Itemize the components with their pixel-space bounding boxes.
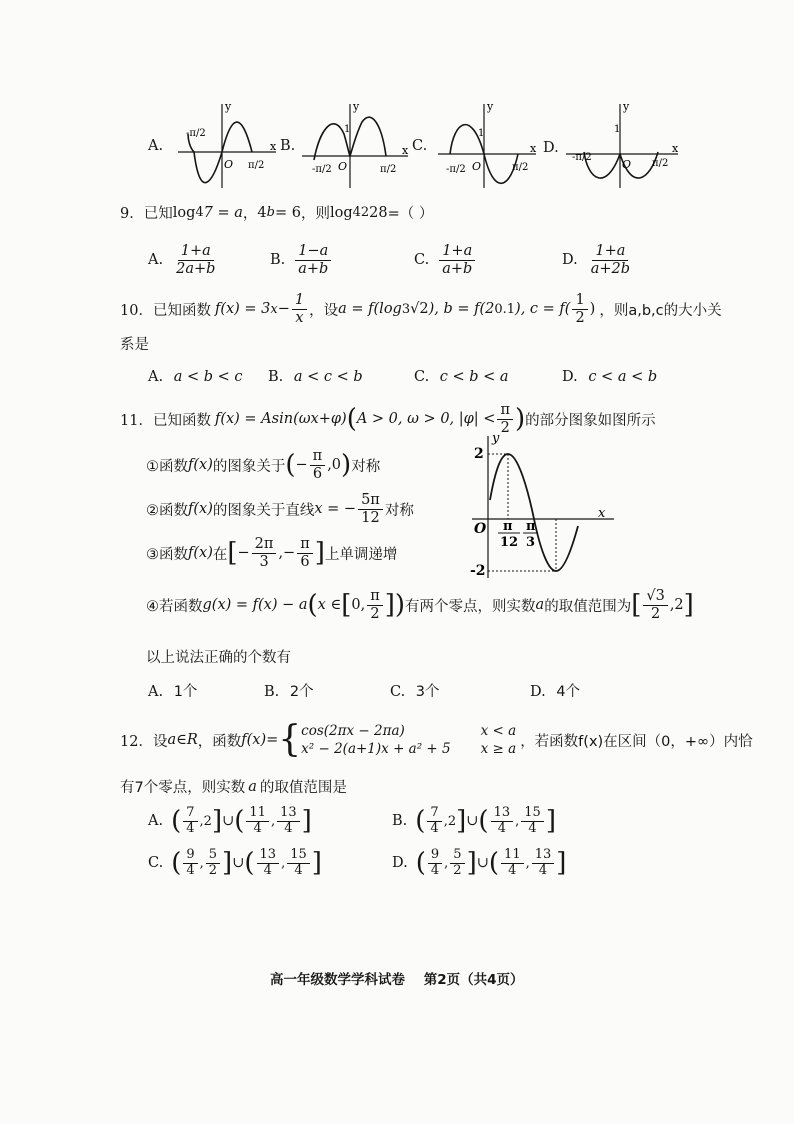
question-number: 10． [120,302,153,319]
numerator: π [497,402,513,420]
tick-twelve: 12 [500,535,519,550]
domain: a∈R [167,732,198,748]
origin-label: O [224,158,234,171]
piecewise-cases [301,723,516,757]
denominator: 3 [259,553,269,570]
bracket-close: ] [466,848,477,879]
q10-option-c[interactable] [414,369,509,385]
q8-graph-c [432,100,540,192]
exponent: b [266,205,275,220]
denominator: 4 [497,820,506,836]
denominator: 12 [361,509,380,526]
q11-option-c[interactable] [390,680,440,701]
tick-three: 3 [526,535,536,550]
bracket-close: ] [314,538,325,569]
numerator: 1+a [592,243,628,261]
option-text: a < c < b [293,369,363,385]
option-label: B. [268,369,284,385]
q12-option-c[interactable] [148,848,322,879]
b-definition: ), b = f(2 [428,301,495,318]
option-label: B. [392,813,408,830]
origin-label: O [338,160,348,173]
pi-over-2: π/2 [380,164,397,175]
numerator: 1−a [295,243,331,261]
stem-text: ，则a,b,c的大小关 [599,302,722,319]
fraction [491,806,514,837]
option-text: c < b < a [439,369,509,385]
denominator: 4 [430,820,439,836]
bracket-close: ] [311,848,322,879]
denominator: 6 [312,465,323,482]
stem-text: 有两个零点，则实数 [405,598,536,615]
union-symbol: ∪ [232,855,245,872]
one-label: 1 [614,124,621,135]
numerator: 7 [427,806,441,822]
numerator: 13 [491,806,514,822]
q11-statement-1 [146,448,380,482]
min-value: -2 [470,563,486,579]
paren-open: ( [171,848,182,879]
fraction [588,243,633,277]
q10-option-a[interactable] [148,369,243,385]
pi-over-2: π/2 [652,158,669,169]
sqrt-two: √2 [410,301,429,318]
q12-option-b[interactable] [392,806,556,837]
numerator: π [367,588,383,606]
union-symbol: ∪ [222,813,235,830]
stem-text: 的图象关于 [212,458,286,475]
variable-a: a [535,597,545,614]
option-text: 1个 [173,684,198,700]
denominator: 4 [253,820,262,836]
minus: − [277,301,290,318]
tick-pi: π [503,519,513,534]
curve [584,152,658,178]
origin-label: O [472,160,482,173]
fraction [428,848,442,879]
stem-text: ④若函数 [146,598,203,615]
log: log [172,204,196,221]
fraction-half [572,292,587,326]
option-label: D. [562,369,578,385]
fraction [521,806,544,837]
union-symbol: ∪ [466,813,479,830]
separator: ,− [278,545,296,562]
denominator: 2 [650,605,661,622]
fraction [643,588,667,622]
bracket-close: ] [222,848,233,879]
one-label: 1 [478,128,485,139]
option-label: A. [148,684,164,700]
exam-title: 高一年级数学学科试卷 [270,972,405,988]
fraction [358,492,383,526]
q8-graph-d [562,100,682,192]
q10-option-d[interactable] [562,369,657,385]
denominator: 4 [538,862,548,878]
log-base: 3 [401,301,411,317]
q9-option-c[interactable] [414,243,477,277]
stem-text: ，函数 [197,733,242,750]
bracket-open: [ [631,590,642,621]
log-arg: 7 = a [203,204,243,221]
option-label: C. [390,684,406,700]
fraction [450,848,464,879]
q9-option-b[interactable] [270,243,333,277]
q11-statement-2 [146,492,414,526]
fraction [173,243,218,277]
comma: , [515,813,520,829]
fraction [427,806,441,837]
interval-end: ,2 [199,813,212,829]
minus: − [237,545,250,562]
q12-stem-line2 [120,776,347,797]
stem-text: ①函数 [146,458,188,475]
origin-label: O [622,158,632,171]
case-1-expr: cos(2πx − 2πa) [301,723,405,739]
numerator: √3 [643,588,667,606]
paren-open: ( [488,848,500,879]
log: log [329,204,353,221]
pi-over-2: π/2 [512,162,529,173]
option-label: B. [264,684,280,700]
option-text: a < b < c [173,369,243,385]
q10-stem [120,292,722,326]
numerator: 1+a [178,243,214,261]
bracket-close: ] [211,806,223,837]
max-value: 2 [474,446,484,462]
numerator: 15 [521,806,544,822]
q11-statement-4 [146,588,694,622]
fraction [532,848,555,879]
fraction [292,292,307,326]
stem-text: 上单调递增 [324,546,398,563]
stem-text: 的取值范围为 [544,598,632,615]
stem-end: =（ ） [387,206,434,222]
tick-pi: π [526,519,536,534]
numerator: 1 [292,292,307,310]
stem-text: ，设 [309,302,339,319]
numerator: 1+a [439,243,475,261]
numerator: 5 [450,848,464,864]
option-text: 2个 [289,684,314,700]
case-2-expr: x² − 2(a+1)x + a² + 5 [301,741,451,757]
paren-open: ( [285,450,296,481]
fraction [439,243,475,277]
comma: ， [242,206,258,222]
denominator: x [295,309,304,326]
x-label: x [598,506,606,521]
stem-text: 设 [152,733,168,750]
numerator: 11 [246,806,269,822]
denominator: 2 [500,419,510,436]
paren-close: ) [514,404,526,435]
denominator: 4 [186,820,195,836]
numerator: 13 [257,848,280,864]
fraction [297,536,313,570]
denominator: a+b [442,260,473,277]
bracket-close: ] [384,590,395,621]
q8-option-b-label[interactable]: B. [280,138,296,154]
stem-text: ③函数 [146,546,188,563]
comma: , [444,855,449,871]
numerator: π [310,448,326,466]
denominator: 2a+b [176,260,216,277]
exponent: 0.1 [494,301,516,317]
q10-option-b[interactable] [268,369,363,385]
numerator: 1 [572,292,587,310]
fraction [501,848,524,879]
point-rest: ,0 [327,457,342,474]
q8-option-a-label[interactable]: A. [148,138,164,154]
bracket-open: [ [227,538,238,569]
y-label: y [225,100,232,113]
piecewise-brace: { [278,719,302,760]
domain: x ∈ [317,597,342,614]
stem-text: ，若函数f(x)在区间（0，+∞）内恰 [520,733,753,750]
stem-text: 有7个零点，则实数 [120,780,246,796]
y-label: y [353,100,360,113]
close-paren: ) [589,301,596,318]
option-label: B. [270,252,286,269]
page-footer [270,968,524,988]
variable-a: a [248,778,257,795]
option-text: 4个 [556,684,581,700]
question-number: 11． [120,412,153,429]
x-label: x [672,142,679,155]
pi-over-2: π/2 [248,160,265,171]
y-label: y [623,100,630,113]
option-label: D. [392,855,408,872]
neg-pi-over-2: -π/2 [312,164,332,175]
bracket-close: ] [456,806,467,837]
paren-open: ( [346,404,357,435]
x-label: x [402,144,409,157]
option-text: c < a < b [588,369,658,385]
c-definition: ), c = f( [515,301,571,318]
denominator: 4 [186,862,195,878]
fraction [287,848,310,879]
option-label: C. [148,855,164,872]
denominator: 6 [300,553,310,570]
q12-stem [120,719,753,760]
comma: , [281,855,286,871]
interval-end: ,2 [443,813,457,829]
stem-text: 的部分图象如图所示 [525,412,656,429]
function-expr: f(x) = 3 [214,301,271,318]
fraction [252,536,277,570]
question-number: 12． [120,733,153,750]
fraction [295,243,331,277]
paren-open: ( [171,806,182,837]
fraction [257,848,280,879]
denominator: 4 [294,862,303,878]
stem-text: 已知 [143,206,173,222]
option-label: A. [148,813,164,830]
numerator: 5 [206,848,220,864]
paren-close: ) [394,590,406,621]
option-text: 3个 [415,684,440,700]
numerator: 7 [183,806,197,822]
denominator: 4 [284,820,293,836]
numerator: 9 [183,848,197,864]
stem-text: 在 [212,546,228,563]
denominator: 2 [208,862,218,878]
function-expr: f(x) [188,457,213,474]
q9-option-a[interactable] [148,243,220,277]
stem-text: ②函数 [146,502,188,519]
stem-text: 对称 [351,458,381,475]
numerator: 5π [358,492,383,510]
log-arg: 28 [369,204,388,221]
log-base: 4 [195,205,204,220]
numerator: 2π [252,536,277,554]
q9-option-d[interactable] [562,243,635,277]
q11-option-a[interactable] [148,680,197,701]
log-base: 42 [352,205,370,220]
q11-option-d[interactable] [530,680,580,701]
q9-stem [120,202,433,223]
q8-option-c-label[interactable]: C. [412,138,428,154]
domain-start: 0, [351,597,366,614]
numerator: 13 [532,848,555,864]
paren-open: ( [478,806,489,837]
paren-open: ( [415,848,426,879]
option-label: C. [414,252,430,269]
range-end: ,2 [669,597,684,614]
q11-summary: 以上说法正确的个数有 [146,650,291,666]
denominator: 4 [508,862,517,878]
option-label: D. [530,684,546,700]
q11-option-b[interactable] [264,680,314,701]
condition: A > 0, ω > 0, |φ| < [356,411,496,428]
fraction [310,448,326,482]
numerator: 11 [501,848,524,864]
neg-pi-over-2: -π/2 [572,152,592,163]
origin-label: O [474,521,487,537]
denominator: 2 [370,605,380,622]
function-name: f(x)= [241,732,279,748]
case-2-cond: x ≥ a [480,741,517,757]
bracket-close: ] [301,806,312,837]
neg-pi-over-2: -π/2 [186,128,206,139]
fraction [246,806,269,837]
fraction [183,806,197,837]
bracket-close: ] [556,848,567,879]
fraction [277,806,300,837]
paren-open: ( [307,590,318,621]
fraction [206,848,220,879]
q8-option-d-label[interactable]: D. [543,140,559,156]
equals: = 6 [274,204,301,221]
question-number: 9． [120,206,144,222]
paren-open: ( [244,848,255,879]
denominator: a+b [298,260,329,277]
stem-text: ，则 [300,206,330,222]
option-label: D. [562,252,578,269]
case-1-cond: x < a [480,723,517,739]
denominator: a+2b [590,260,631,277]
denominator: 4 [528,820,537,836]
base: 4 [257,204,267,221]
numerator: 9 [428,848,442,864]
sine-curve [490,454,578,571]
union-symbol: ∪ [476,855,489,872]
paren-close: ) [341,450,352,481]
q11-statement-3 [146,536,397,570]
option-label: A. [148,369,164,385]
exponent: x [270,301,278,317]
y-label: y [492,431,500,446]
fraction [367,588,383,622]
paren-open: ( [415,806,426,837]
denominator: 4 [430,862,440,878]
q8-graph-b [300,100,412,192]
comma: , [525,855,530,871]
x-label: x [530,142,537,155]
option-label: A. [148,252,164,269]
function-expr: g(x) = f(x) − a [202,597,308,614]
fraction [183,848,197,879]
stem-text: 的取值范围是 [259,780,347,796]
stem-text: 对称 [384,502,414,519]
denominator: 2 [575,309,585,326]
numerator: 15 [287,848,310,864]
numerator: π [297,536,313,554]
option-label: C. [414,369,430,385]
a-definition: a = f(log [338,301,402,318]
q12-option-d[interactable] [392,848,566,879]
y-label: y [487,100,494,113]
comma: , [199,855,204,871]
q10-stem-line2: 系是 [120,337,149,353]
paren-open: ( [234,806,245,837]
q12-option-a[interactable] [148,806,312,837]
bracket-close: ] [683,590,694,621]
bracket-open: [ [341,590,352,621]
page-number: 第2页（共4页） [423,972,524,988]
q11-graph [468,430,618,580]
stem-text: 的图象关于直线 [212,502,315,519]
comma: , [270,813,276,829]
neg-pi-over-2: -π/2 [446,164,466,175]
bracket-close: ] [545,806,556,837]
function-expr: f(x) [188,501,213,518]
x-label: x [270,140,277,153]
one-label: 1 [344,124,351,135]
stem-text: 已知函数 [152,412,211,429]
stem-text: 已知函数 [152,302,211,319]
numerator: 13 [277,806,300,822]
denominator: 4 [263,862,272,878]
minus: − [295,457,308,474]
q8-graph-a [172,100,280,192]
function-expr: f(x) = Asin(ωx+φ) [214,411,347,428]
line-eq: x = − [314,501,357,518]
denominator: 2 [453,862,462,878]
function-expr: f(x) [188,545,213,562]
